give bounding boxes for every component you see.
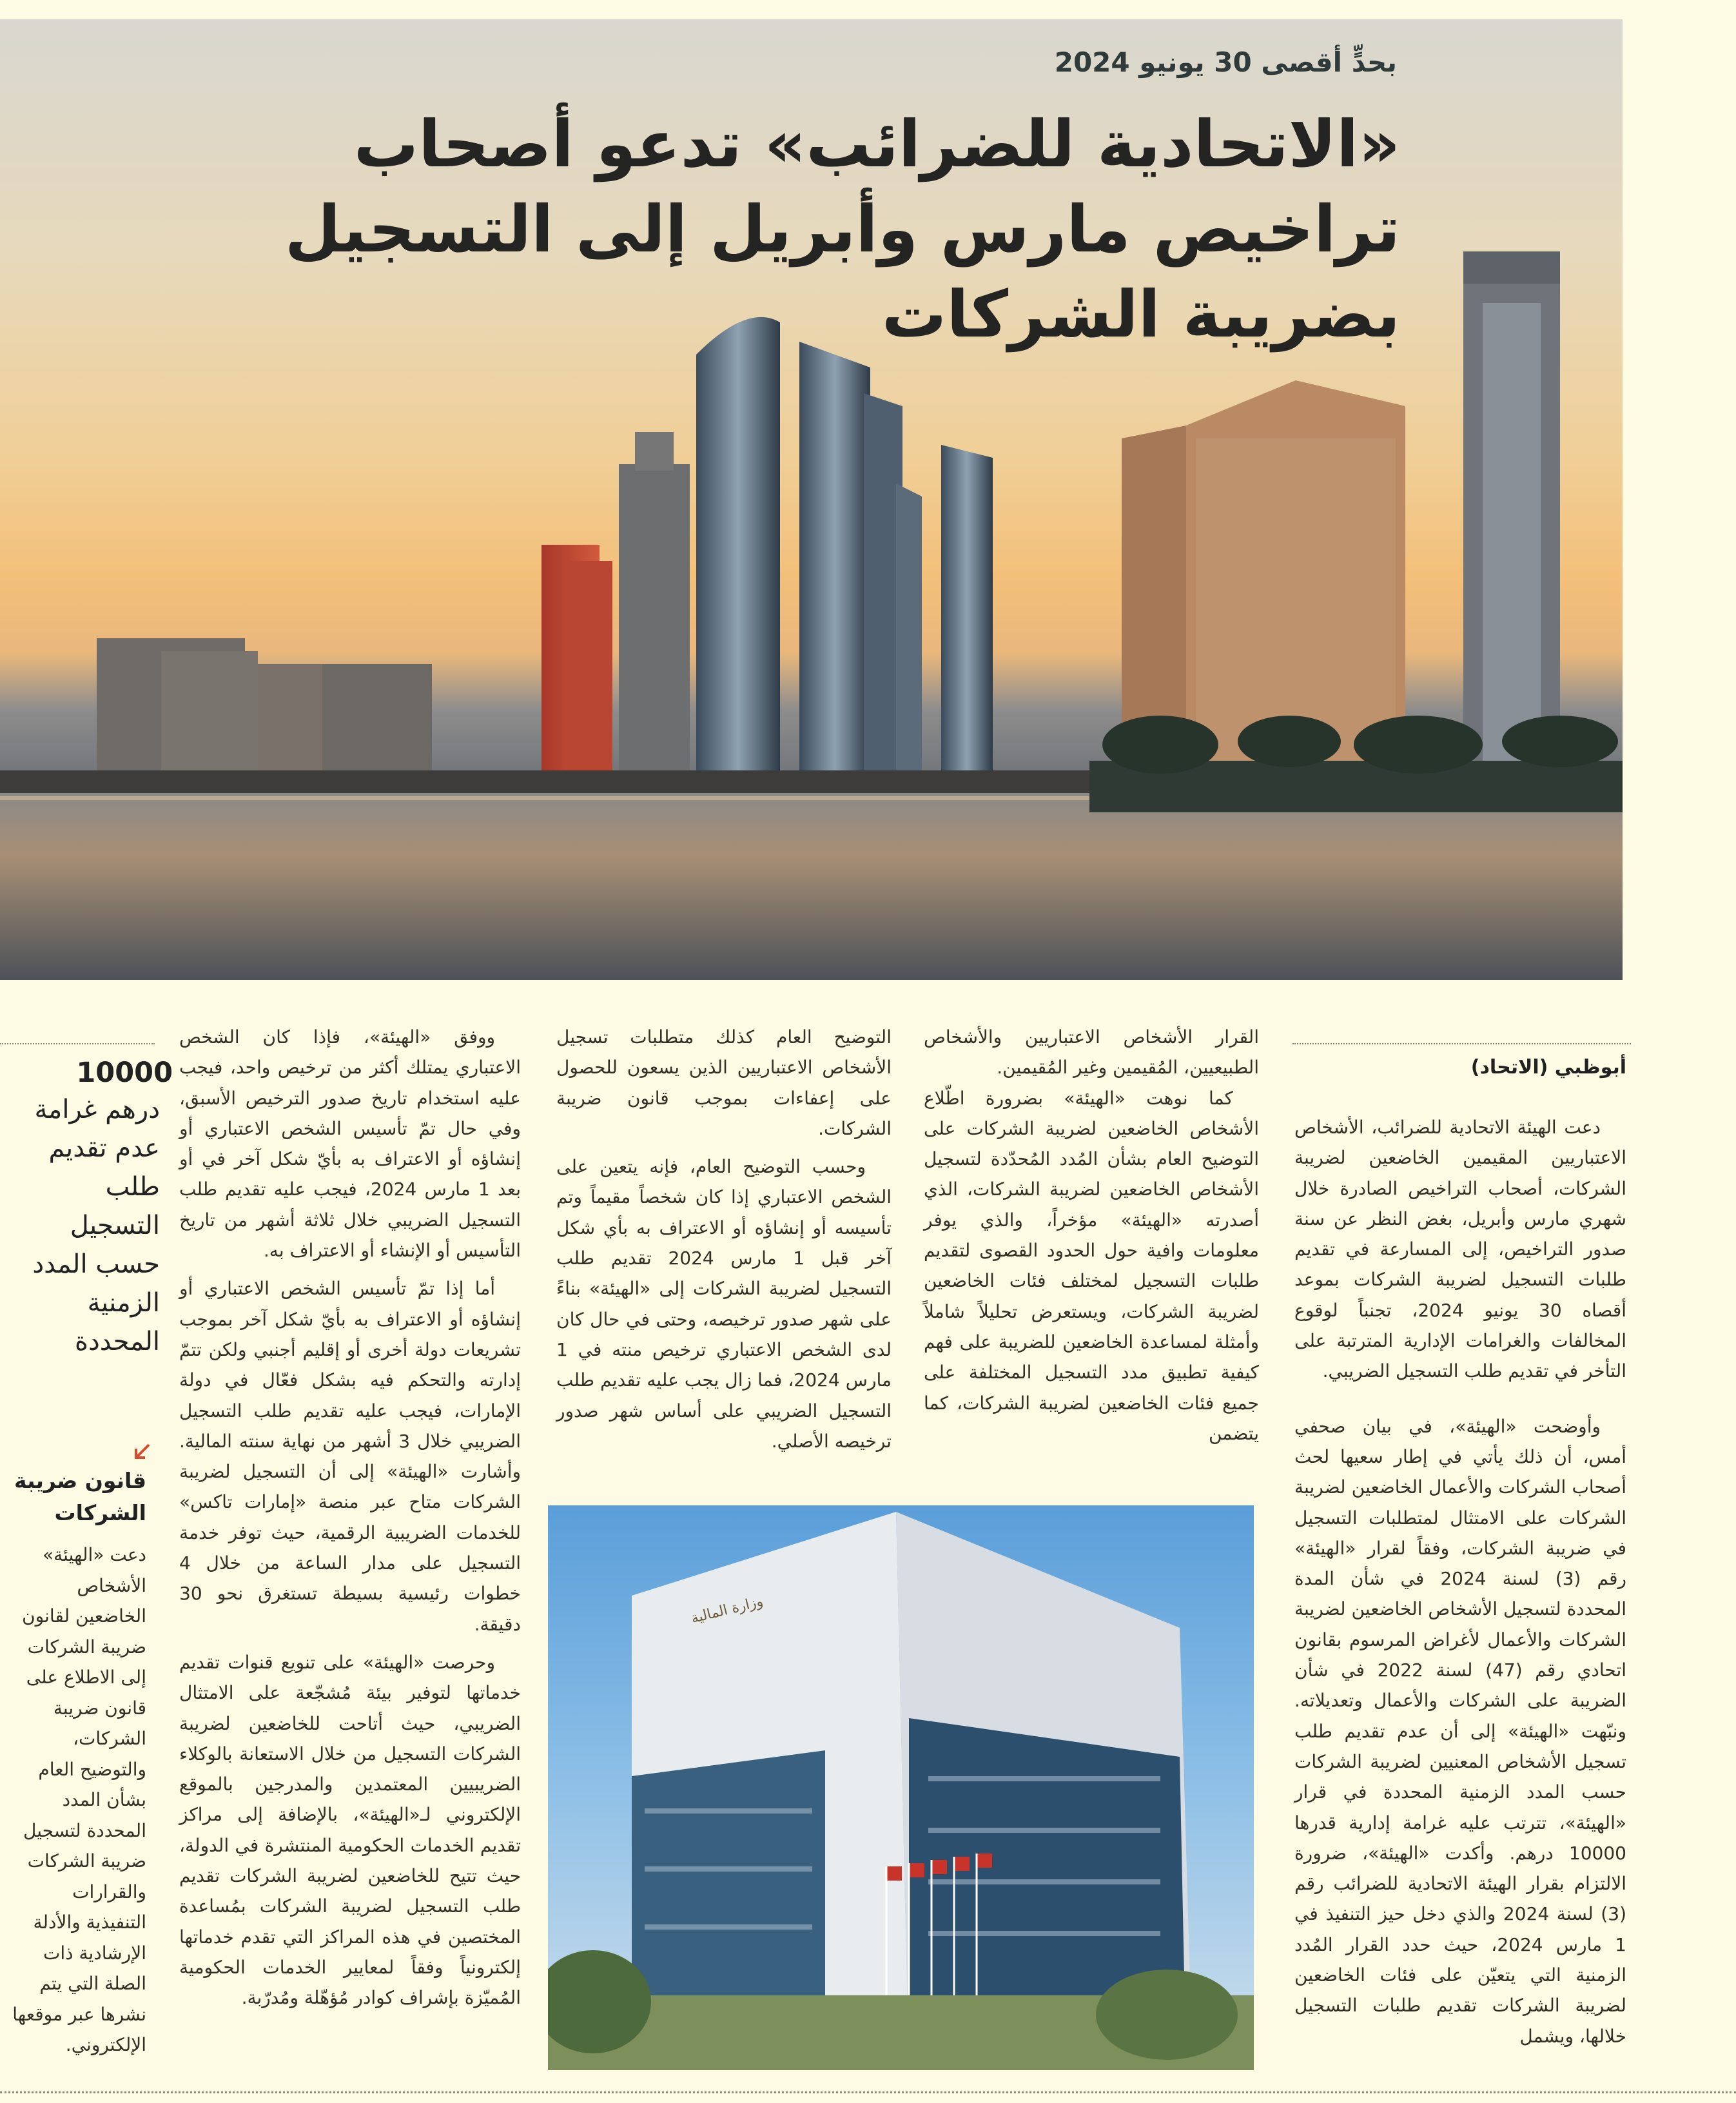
ministry-building-illustration bbox=[548, 1505, 1254, 2070]
article-column-3 bbox=[556, 1022, 892, 1473]
pull-quote-amount: 10000 bbox=[76, 1057, 173, 1089]
pull-quote-text: درهم غرامة عدم تقديم طلب التسجيل حسب المدد الزمنية المحددة bbox=[32, 1095, 160, 1356]
paragraph: أما إذا تمّ تأسيس الشخص الاعتباري أو إنشاؤه أو الاعتراف به بأيّ شكل آخر بموجب تشريعات دولة أخرى أو إقليم أجنبي ولكن تتمّ إدارته والتحكم فيه بشكل فعّال في دولة الإمارات، فيجب عليه تقديم طلب التسجيل الضريبي خلال 3 أشهر من نهاية سنته المالية. وأشارت «الهيئة» إلى أن التسجيل لضريبة الشركات متاح عبر منصة «إمارات تاكس» للخدمات الضريبية الرقمية، حيث توفر خدمة التسجيل على مدار الساعة من خلال 4 خطوات رئيسية بسيطة تستغرق نحو 30 دقيقة. bbox=[179, 1278, 521, 1635]
sidebar-box-title: قانون ضريبة الشركات bbox=[14, 1468, 146, 1525]
paragraph: ووفق «الهيئة»، فإذا كان الشخص الاعتباري يمتلك أكثر من ترخيص واحد، فيجب عليه استخدام تاريخ صدور الترخيص الأسبق، وفي حال تمّ تأسيس الشخص الاعتباري أو إنشاؤه أو الاعتراف به بأيّ شكل آخر في أو بعد 1 مارس 2024، فيجب عليه تقديم طلب التسجيل الضريبي خلال ثلاثة أشهر من تاريخ التأسيس أو الإنشاء أو الاعتراف به. bbox=[179, 1026, 522, 1262]
ministry-sign: وزارة المالية bbox=[689, 1593, 765, 1627]
ministry-of-finance-photo bbox=[548, 1505, 1254, 2070]
headline: «الاتحادية للضرائب» تدعو أصحاب تراخيص مارس وأبريل إلى التسجيل بضريبة الشركات bbox=[284, 106, 1400, 352]
dateline-rule bbox=[1292, 1043, 1631, 1044]
paragraph: وأوضحت «الهيئة»، في بيان صحفي أمس، أن ذلك يأتي في إطار سعيها لحث أصحاب الشركات والأعمال الخاضعين لضريبة الشركات على الامتثال لمتطلبات التسجيل في ضريبة الشركات، وفقاً لقرار «الهيئة» رقم (3) لسنة 2024 في شأن المدة المحددة لتسجيل الأشخاص الخاضعين لضريبة الشركات والأعمال لأغراض المرسوم بقانون اتحادي رقم (47) لسنة 2022 في شأن الضريبة على الشركات والأعمال وتعديلاته. ونبّهت «الهيئة» إلى أن عدم تقديم طلب تسجيل الأشخاص المعنيين لضريبة الشركات حسب المدد الزمنية المحددة في قرار «الهيئة»، تترتب عليه غرامة إدارية قدرها 10000 درهم. وأكدت «الهيئة»، ضرورة الالتزام بقرار الهيئة الاتحادية للضرائب رقم (3) لسنة 2024 والذي دخل حيز التنفيذ في 1 مارس 2024، حيث حدد القرار المُدد الزمنية التي يتعيّن على فئات الخاضعين لضريبة الشركات تقديم طلبات التسجيل خلالها، ويشمل bbox=[1294, 1415, 1627, 2047]
paragraph: دعت الهيئة الاتحادية للضرائب، الأشخاص الاعتباريين المقيمين الخاضعين لضريبة الشركات، أصحاب التراخيص الصادرة خلال شهري مارس وأبريل، بغض النظر عن سنة صدور التراخيص، إلى المسارعة في تقديم طلبات التسجيل لضريبة الشركات بموعد أقصاه 30 يونيو 2024، تجنباً لوقوع المخالفات والغرامات الإدارية المترتبة على التأخر في تقديم طلب التسجيل الضريبي. bbox=[1294, 1117, 1627, 1382]
paragraph: وحرصت «الهيئة» على تنويع قنوات تقديم خدماتها لتوفير بيئة مُشجّعة على الامتثال الضريبي، حيث أتاحت للخاضعين لضريبة الشركات التسجيل من خلال الاستعانة بالوكلاء الضريبيين المعتمدين والمدرجين بالموقع الإلكتروني لـ«الهيئة»، بالإضافة إلى مراكز تقديم الخدمات الحكومية المنتشرة في الدولة، حيث تتيح للخاضعين لضريبة الشركات تقديم طلب التسجيل لضريبة الشركات بمُساعدة المختصين في هذه المراكز التي تقدم خدماتها إلكترونياً وفقاً لمعايير الخدمات الحكومية المُميّزة بإشراف كوادر مُؤهّلة ومُدرّبة. bbox=[179, 1651, 521, 2009]
paragraph: كما نوهت «الهيئة» بضرورة اطّلاع الأشخاص الخاضعين لضريبة الشركات على التوضيح العام بشأن المُدد المُحدّدة لتسجيل الأشخاص الخاضعين لضريبة الشركات، الذي أصدرته «الهيئة» مؤخراً، والذي يوفر معلومات وافية حول الحدود القصوى لتقديم طلبات التسجيل لمختلف فئات الخاضعين لضريبة الشركات، ويستعرض تحليلاً شاملاً وأمثلة لمساعدة الخاضعين للضريبة على فهم كيفية تطبيق مدد التسجيل المختلفة على جميع فئات الخاضعين لضريبة الشركات، كما يتضمن bbox=[924, 1087, 1259, 1444]
sidebar-rule bbox=[0, 1043, 155, 1044]
article-column-1 bbox=[1294, 1112, 1626, 2086]
paragraph: وحسب التوضيح العام، فإنه يتعين على الشخص الاعتباري إذا كان شخصاً مقيماً وتم تأسيسه أو إنشاؤه أو الاعتراف به بأي شكل آخر قبل 1 مارس 2024 تقديم طلب التسجيل لضريبة الشركات إلى «الهيئة» بناءً على شهر صدور ترخيصه، وحتى في حال كان لدى الشخص الاعتباري ترخيص منته في 1 مارس 2024، فما زال يجب عليه تقديم طلب التسجيل الضريبي على أساس شهر صدور ترخيصه الأصلي. bbox=[556, 1156, 892, 1452]
arrow-down-left-icon bbox=[132, 1442, 151, 1462]
hero-photo bbox=[0, 19, 1623, 980]
dateline: أبوظبي (الاتحاد) bbox=[1470, 1056, 1626, 1079]
sidebar-box-body: دعت «الهيئة» الأشخاص الخاضعين لقانون ضريبة الشركات إلى الاطلاع على قانون ضريبة الشركات، والتوضيح العام بشأن المدد المحددة لتسجيل ضريبة الشركات والقرارات التنفيذية والأدلة الإرشادية ذات الصلة التي يتم نشرها عبر موقعها الإلكتروني. bbox=[12, 1544, 146, 2055]
paragraph: القرار الأشخاص الاعتباريين والأشخاص الطبيعيين، المُقيمين وغير المُقيمين. bbox=[924, 1026, 1259, 1079]
kicker: بحدٍّ أقصى 30 يونيو 2024 bbox=[1054, 46, 1397, 78]
article-column-2 bbox=[924, 1022, 1259, 1473]
page-bottom-rule bbox=[0, 2091, 1736, 2093]
paragraph: التوضيح العام كذلك متطلبات تسجيل الأشخاص الاعتباريين الذين يسعون للحصول على إعفاءات بموجب قانون ضريبة الشركات. bbox=[556, 1026, 892, 1139]
article-column-4 bbox=[179, 1022, 521, 2079]
